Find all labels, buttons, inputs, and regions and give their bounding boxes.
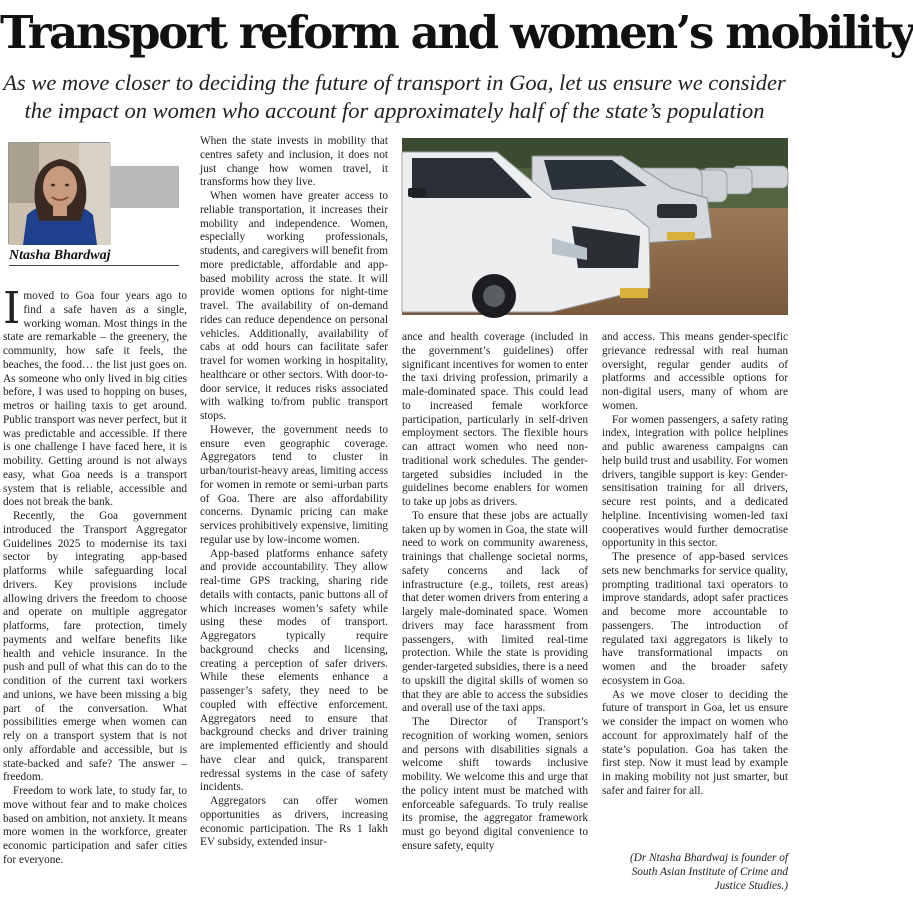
paragraph: and access. This means gender-specific grievance redressal with real human oversight, regular gender audits of platforms and accessible options for non-digital users, many of whom are women. — [602, 331, 788, 412]
standfirst-line-2: the impact on women who account for approximately half of the state’s population — [24, 98, 765, 123]
author-byline: Ntasha Bhardwaj — [9, 246, 179, 266]
standfirst-line-1: As we move closer to deciding the future of transport in Goa, let us ensure we consider — [3, 70, 786, 95]
article-column-2 — [200, 135, 388, 897]
drop-cap: I — [3, 283, 21, 334]
paragraph: App-based platforms enhance safety and provide accountability. They allow real-time GPS tracking, sharing ride details with contacts, panic buttons all of which increases women’s safety while using these modes of transport. Aggregators typically require background checks and licensing, creating a perception of safer drivers. While these elements enhance a passenger’s safety, they need to be coupled with effective enforcement. Aggregators need to ensure that background checks and driver training are implemented efficiently and should have clear and quick, transparent redressal systems in the case of safety incidents. — [200, 547, 388, 794]
paragraph: The presence of app-based services sets new benchmarks for service quality, prompting traditional taxi operators to improve standards, adopt safer practices and become more accountable to passengers. The introduction of regulated taxi aggregators is likely to have transformational impacts on women and the broader safety ecosystem in Goa. — [602, 551, 788, 687]
paragraph: For women passengers, a safety rating index, integration with police helplines and public awareness campaigns can help build trust and usability. For women drivers, tangible support is key: Gender-sensitisation training for all drivers, secure rest points, and a dedicated helpline. Incentivising women-led taxi cooperatives would further democratise opportunity in this sector. — [602, 413, 788, 550]
paragraph-text: moved to Goa four years ago to find a safe haven as a single, working woman. Most things in the state are remarkable – the greenery, the community, how safe it feels, the beaches, the food… the list just goes on. As someone who only lived in big cities before, I was used to hopping on buses, metros or hailing taxis to get around. Public transport was never perfect, but it was predictable and accessible. If there is one challenge I have faced here, it is mobility. Getting around is not always easy, what Goa needs is a transport system that is reliable, accessible and does not break the bank. — [3, 290, 187, 509]
paragraph: Recently, the Goa government introduced the Transport Aggregator Guidelines 2025 to modernise its taxi sector by integrating app-based platforms while safeguarding local drivers. Key provisions include allowing drivers the freedom to choose and operate on multiple aggregator platforms, fare protection, timely payments and welfare benefits like health and vehicle insurance. In the push and pull of what this can do to the condition of the current taxi workers and unions, we have been missing a big part of the conversation. What possibilities emerge when women can rely on a transport system that is not only affordable and accessible, but is state-backed and safe? The answer –freedom. — [3, 510, 187, 784]
article-column-1 — [3, 283, 187, 894]
article-column-4 — [602, 331, 788, 849]
headline: Transport reform and women’s mobility — [0, 6, 913, 59]
paragraph: When women have greater access to reliable transportation, it increases their mobility and independence. Women, especially working professionals, students, and caregivers will benefit from more predictable, affordable and app-based mobility across the state. It will provide women options for night-time travel. The availability of on-demand rides can reduce dependence on personal vehicles. Additionally, availability of cabs at odd hours can facilitate safer travel for women working in hospitality, healthcare or other sectors. With door-to-door service, it reduces risks associated with walking to/from public transport stops. — [200, 190, 388, 422]
paragraph: Aggregators can offer women opportunities as drivers, increasing economic participation. The Rs 1 lakh EV subsidy, extended insur- — [200, 795, 388, 849]
paragraph: Freedom to work late, to study far, to move without fear and to make choices based on ambition, not anxiety. It means more women in the workforce, greater economic participation and safer cities for everyone. — [3, 785, 187, 866]
paragraph: The Director of Transport’s recognition of working women, seniors and persons with disabilities signals a welcome shift towards inclusive mobility. We welcome this and urge that the policy intent must be matched with enforceable safeguards. To truly realise its promise, the aggregator framework must go beyond digital convenience to ensure safety, equity — [402, 716, 588, 852]
taxi-fleet-photo — [402, 138, 788, 315]
article-column-3 — [402, 331, 588, 897]
paragraph: To ensure that these jobs are actually taken up by women in Goa, the state will need to work on community awareness, trainings that challenge societal norms, safety concerns and lack of infrastructure (e.g., toilets, rest areas) that deter women drivers from entering a largely male-dominated space. Women drivers may face harassment from passengers, with limited real-time protection. While the state is providing gender-targeted subsidies, there is a need to upskill the digital skills of women so that they are able to access the subsidies and overall use of the taxi apps. — [402, 509, 588, 715]
paragraph: As we move closer to deciding the future of transport in Goa, let us ensure we consider the impact on women who account for approximately half of the state’s population. Goa has taken the first step. Now it must lead by example in making mobility not just smarter, but safer and fairer for all. — [602, 688, 788, 797]
author-photo — [8, 142, 110, 244]
author-accent-bar — [110, 166, 179, 208]
paragraph: When the state invests in mobility that centres safety and inclusion, it does not just change how women travel, it transforms how they live. — [200, 135, 388, 189]
paragraph: ance and health coverage (included in the government’s guidelines) offer significant incentives for women to enter the taxi driving profession, primarily a male-dominated space. This could lead to increased female workforce participation, particularly in self-driven employment sectors. The flexible hours can attract women who need non-traditional work schedules. The gender-targeted subsidies included in the guidelines become enablers for women to take up jobs as drivers. — [402, 331, 588, 508]
paragraph — [3, 283, 187, 510]
paragraph: However, the government needs to ensure even geographic coverage. Aggregators tend to cluster in urban/tourist-heavy areas, limiting access for women in remote or semi-urban parts of Goa. There are also affordability concerns. Dynamic pricing can make services prohibitively expensive, limiting regular use by low-income women. — [200, 423, 388, 546]
author-credit-note: (Dr Ntasha Bhardwaj is founder of South Asian Institute of Crime and Justice Studies.) — [629, 852, 788, 892]
